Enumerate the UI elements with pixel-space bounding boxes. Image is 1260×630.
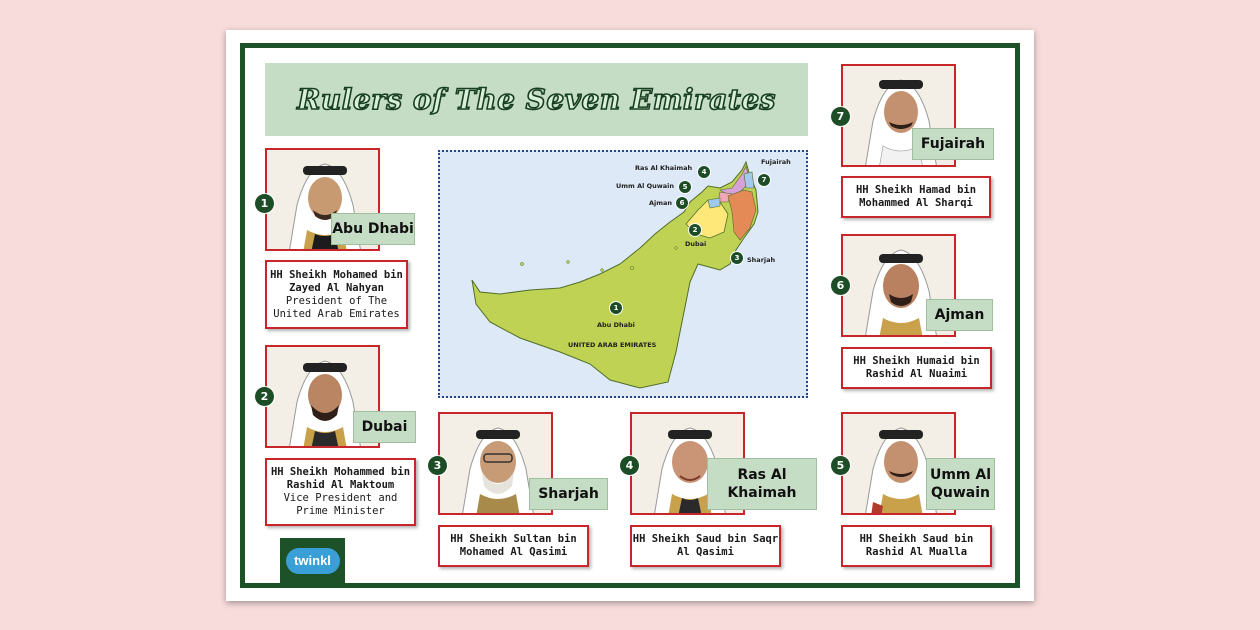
ruler-caption <box>841 176 991 218</box>
map-label-dubai: Dubai <box>685 240 707 248</box>
ruler-name: HH Sheikh Mohammed bin Rashid Al Maktoum <box>270 466 411 491</box>
ruler-caption <box>265 260 408 329</box>
map-marker-7: 7 <box>758 174 770 186</box>
ruler-number: 1 <box>255 194 274 213</box>
emirate-label: Abu Dhabi <box>331 213 415 245</box>
map-marker-2: 2 <box>689 224 701 236</box>
ruler-role: Vice President and Prime Minister <box>283 492 398 517</box>
ruler-number: 4 <box>620 456 639 475</box>
map-label-ajman: Ajman <box>649 199 673 207</box>
emirate-label: Dubai <box>353 411 416 443</box>
ruler-caption <box>841 525 992 567</box>
ruler-number: 3 <box>428 456 447 475</box>
ruler-name: HH Sheikh Mohamed bin Zayed Al Nahyan <box>270 268 403 294</box>
map-marker-4: 4 <box>698 166 710 178</box>
map-label-abu-dhabi: Abu Dhabi <box>597 321 635 329</box>
ruler-number: 5 <box>831 456 850 475</box>
twinkl-logo <box>280 538 345 583</box>
ruler-number: 6 <box>831 276 850 295</box>
uae-map <box>438 150 808 398</box>
ruler-role: President of The United Arab Emirates <box>273 294 400 320</box>
map-label-ras-al-khaimah: Ras Al Khaimah <box>635 164 693 172</box>
ruler-name: HH Sheikh Saud bin Saqr Al Qasimi <box>632 533 779 558</box>
ruler-name: HH Sheikh Sultan bin Mohamed Al Qasimi <box>450 533 577 558</box>
ruler-name: HH Sheikh Humaid bin Rashid Al Nuaimi <box>853 355 980 380</box>
title-banner <box>265 63 808 136</box>
map-marker-6: 6 <box>676 197 688 209</box>
emirate-label: Ajman <box>926 299 993 331</box>
map-label-umm-al-quwain: Umm Al Quwain <box>616 182 675 190</box>
ruler-caption <box>265 458 416 526</box>
map-label-fujairah: Fujairah <box>761 158 791 166</box>
ajman-region <box>708 198 720 208</box>
emirate-label: Umm Al Quwain <box>926 458 995 510</box>
ruler-caption <box>438 525 589 567</box>
map-marker-5: 5 <box>679 181 691 193</box>
ruler-number: 2 <box>255 387 274 406</box>
ruler-name: HH Sheikh Hamad bin Mohammed Al Sharqi <box>855 184 977 209</box>
ruler-number: 7 <box>831 107 850 126</box>
ruler-name: HH Sheikh Saud bin Rashid Al Mualla <box>859 533 974 558</box>
emirate-label: Ras Al Khaimah <box>707 458 817 510</box>
map-marker-3: 3 <box>731 252 743 264</box>
emirate-label: Sharjah <box>529 478 608 510</box>
map-label-sharjah: Sharjah <box>747 256 776 264</box>
uae-land <box>472 162 758 388</box>
map-marker-1: 1 <box>610 302 622 314</box>
ruler-caption <box>841 347 992 389</box>
emirate-label: Fujairah <box>912 128 994 160</box>
twinkl-logo-text: twinkl <box>286 548 340 574</box>
map-country-label: UNITED ARAB EMIRATES <box>568 341 657 349</box>
page-title: Rulers of The Seven Emirates <box>297 83 776 116</box>
sharjah-region <box>744 172 754 188</box>
ruler-caption <box>630 525 781 567</box>
